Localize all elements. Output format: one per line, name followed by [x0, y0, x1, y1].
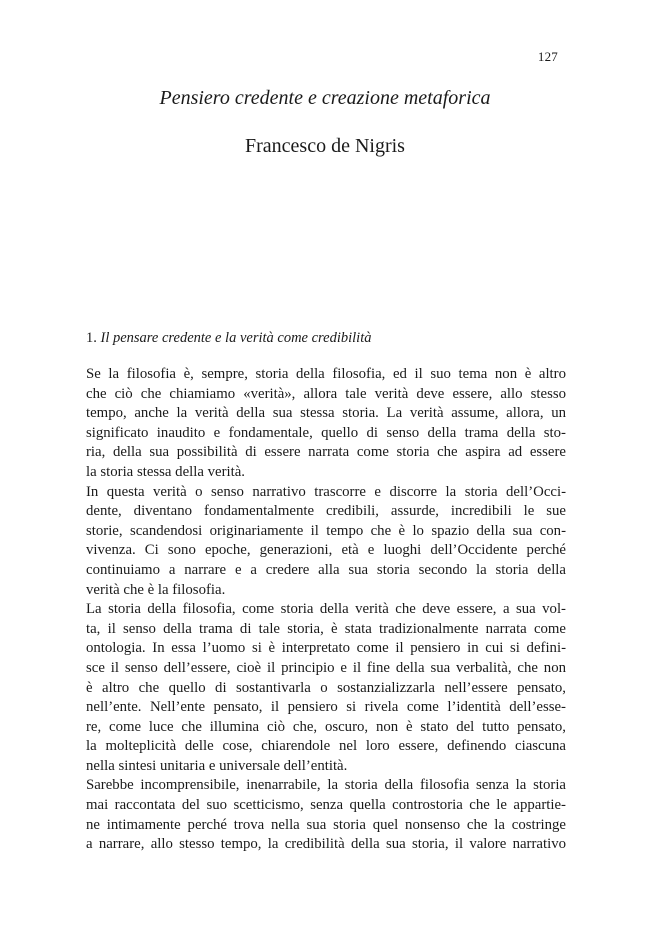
text-line: ne intimamente perché trova nella sua storia quel nonsenso che la costringe — [86, 816, 566, 833]
text-line: vivenza. Ci sono epoche, generazioni, età e luoghi dell’Occidente perché — [86, 542, 566, 559]
text-line: In questa verità o senso narrativo trascorre e discorre la storia dell’Occi- — [86, 483, 566, 500]
text-line: dente, diventano fondamentalmente credibili, assurde, incredibili le sue — [86, 503, 566, 520]
text-line: mai raccontata del suo scetticismo, senza quella controstoria che le appartie- — [86, 797, 566, 814]
section-number: 1. — [86, 330, 97, 346]
paragraph — [86, 776, 566, 854]
text-line: sce il senso dell’essere, cioè il principio e il fine della sua verbalità, che non — [86, 659, 566, 676]
paragraph — [86, 483, 566, 601]
author-name: Francesco de Nigris — [245, 135, 405, 157]
section-title: Il pensare credente e la verità come credibilità — [100, 330, 372, 346]
paragraph — [86, 600, 566, 776]
article-title: Pensiero credente e creazione metaforica — [159, 87, 491, 109]
text-line: ria, della sua possibilità di essere narrata come storia che aspira ad essere — [86, 444, 566, 461]
paragraph — [86, 365, 566, 483]
text-line: nell’ente. Nell’ente pensato, il pensiero si rivela come l’identità dell’esse- — [86, 699, 566, 716]
text-line: nella sintesi unitaria e universale dell’entità. — [86, 757, 348, 774]
text-line: Se la filosofia è, sempre, storia della filosofia, ed il suo tema non è altro — [86, 366, 566, 382]
text-line: la storia stessa della verità. — [86, 463, 246, 480]
body-text — [86, 365, 566, 855]
text-line: la molteplicità delle cose, chiarendole nel loro essere, definendo ciascuna — [86, 738, 566, 755]
text-line: continuiamo a narrare e a credere alla sua storia secondo la storia della — [86, 561, 566, 578]
text-line: ontologia. In essa l’uomo si è interpretato come il pensiero in cui si defini- — [86, 640, 566, 657]
text-line: tempo, anche la verità della sua stessa storia. La verità assume, allora, un — [86, 405, 566, 422]
text-line: ta, il senso della trama di tale storia, è stata tradizionalmente narrata come — [86, 620, 566, 637]
text-line: a narrare, allo stesso tempo, la credibilità della sua storia, il valore narrativo — [86, 836, 566, 853]
text-line: re, come luce che illumina ciò che, oscuro, non è stato del tutto pensato, — [86, 718, 566, 735]
text-line: Sarebbe incomprensibile, inenarrabile, la storia della filosofia senza la storia — [86, 777, 566, 794]
text-line: significato inaudito e fondamentale, quello di senso della trama della sto- — [86, 424, 566, 441]
page-number: 127 — [537, 49, 558, 64]
text-line: La storia della filosofia, come storia della verità che deve essere, a sua vol- — [86, 601, 566, 618]
text-line: verità che è la filosofia. — [86, 581, 226, 598]
text-line: che ciò che chiamiamo «verità», allora tale verità deve essere, allo stesso — [86, 385, 566, 402]
text-line: storie, scandendosi originariamente il tempo che è lo spazio della sua con- — [86, 522, 566, 539]
text-line: è altro che quello di sostantivarla o sostanzializzarla nell’essere pensato, — [86, 679, 566, 696]
section-heading — [86, 330, 371, 347]
